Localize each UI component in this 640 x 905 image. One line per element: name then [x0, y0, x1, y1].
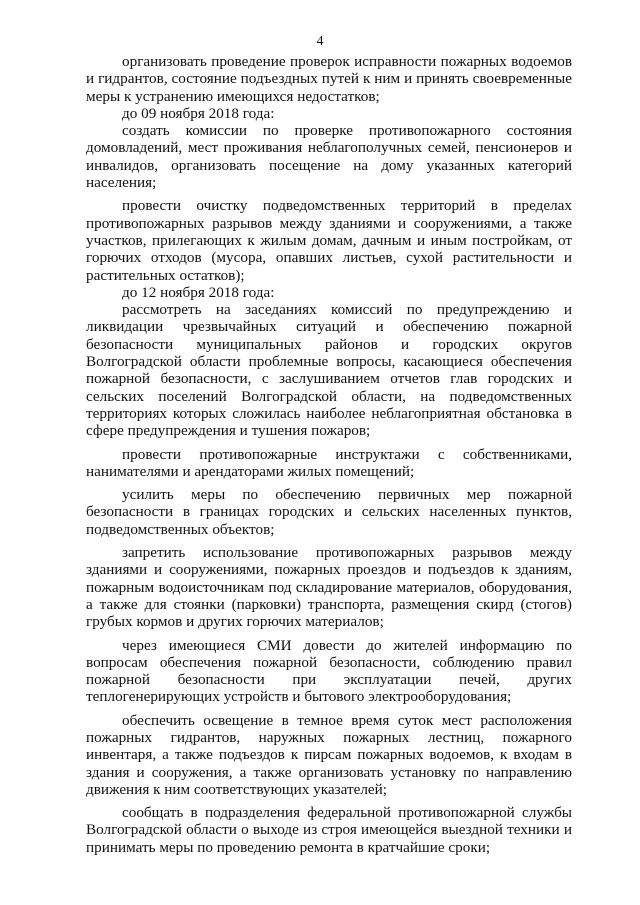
paragraph-inspect-hydrants: организовать проведение проверок исправности пожарных водоемов и гидрантов, состояние подъездных путей к ним и принять своевременные меры к устранению имеющихся недостатков; [86, 53, 572, 105]
page-number: 4 [316, 34, 324, 49]
deadline-heading-nov-12: до 12 ноября 2018 года: [122, 283, 275, 301]
paragraph-conduct-briefings: провести противопожарные инструктажи с собственниками, нанимателями и арендаторами жилых помещений; [86, 445, 572, 480]
paragraph-provide-lighting: обеспечить освещение в темное время суток мест расположения пожарных гидрантов, наружных пожарных лестниц, пожарного инвентаря, а также подъездов к пирсам пожарных водоемов, к входам в здания и сооружения, а также организовать установку по направлению движения к ним соответствующих указателей; [86, 711, 572, 798]
document-body [86, 53, 572, 856]
paragraph-inform-residents: через имеющиеся СМИ довести до жителей информацию по вопросам обеспечения пожарной безопасности, соблюдению правил пожарной безопасности при эксплуатации печей, других теплогенерирующих устройств и бытового электрооборудования; [86, 636, 572, 706]
paragraph-prohibit-use: запретить использование противопожарных разрывов между зданиями и сооружениями, пожарных проездов и подъездов к зданиям, пожарным водоисточникам под складирование материалов, оборудования, а также для стоянки (парковки) транспорта, размещения скирд (стогов) грубых кормов и других горючих материалов; [86, 544, 572, 631]
paragraph-strengthen-measures: усилить меры по обеспечению первичных мер пожарной безопасности в границах городских и сельских населенных пунктов, подведомственных объектов; [86, 486, 572, 538]
deadline-heading-nov-09: до 09 ноября 2018 года: [122, 104, 275, 122]
paragraph-clean-territories: провести очистку подведомственных территорий в пределах противопожарных разрывов между зданиями и сооружениями, а также участков, прилегающих к жилым домам, дачным и иным постройкам, от горючих отходов (мусора, опавших листьев, сухой растительности и растительных остатков); [86, 197, 572, 284]
paragraph-review-at-meetings: рассмотреть на заседаниях комиссий по предупреждению и ликвидации чрезвычайных ситуаций и обеспечению пожарной безопасности муниципальных районов и городских округов Волгоградской области проблемные вопросы, касающиеся обеспечения пожарной безопасности, с заслушиванием отчетов глав городских и сельских поселений Волгоградской области, на подведомственных территориях которых сложилась наиболее неблагоприятная обстановка в сфере предупреждения и тушения пожаров; [86, 301, 572, 440]
paragraph-report-equipment: сообщать в подразделения федеральной противопожарной службы Волгоградской области о выходе из строя имеющейся выездной техники и принимать меры по проведению ремонта в кратчайшие сроки; [86, 804, 572, 856]
paragraph-create-commissions: создать комиссии по проверке противопожарного состояния домовладений, мест проживания неблагополучных семей, пенсионеров и инвалидов, организовать посещение на дому указанных категорий населения; [86, 122, 572, 192]
